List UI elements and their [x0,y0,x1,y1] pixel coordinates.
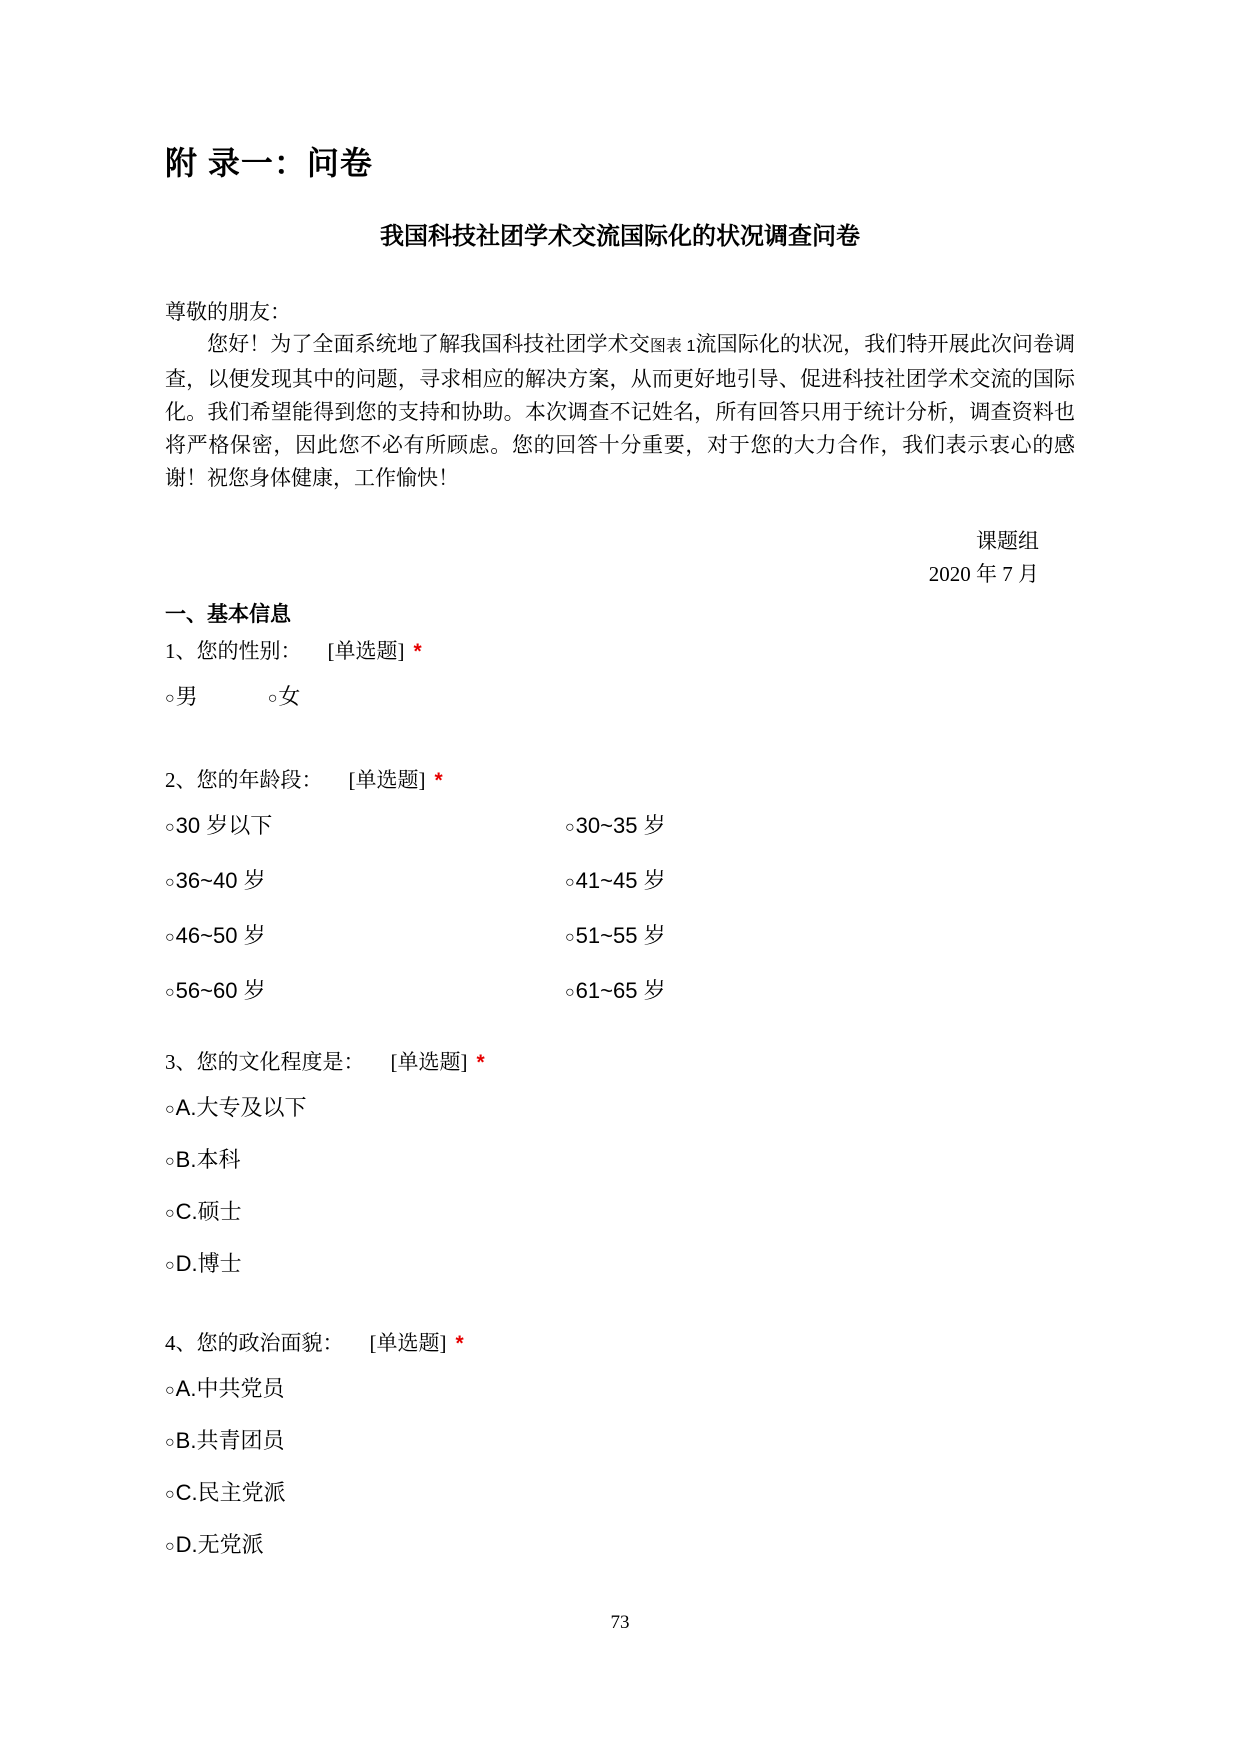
intro-text-after: 流国际化的状况，我们特开展此次问卷调查，以便发现其中的问题，寻求相应的解决方案，从而更好地引导、促进科技社团学术交流的国际化。我们希望能得到您的支持和协助。本次调查不记姓名，所有回答只用于统计分析，调查资料也将严格保密，因此您不必有所顾虑。您的回答十分重要，对于您的大力合作，我们表示衷心的感谢！祝您身体健康，工作愉快！ [165,333,1075,490]
radio-option [165,811,565,843]
salutation: 尊敬的朋友： [165,301,291,324]
question-text: 您的年龄段： [196,768,323,792]
radio-circle-icon[interactable]: ○ [565,929,575,946]
required-asterisk: * [455,1332,464,1355]
radio-circle-icon[interactable]: ○ [165,1257,175,1274]
radio-option [165,866,565,898]
radio-circle-icon[interactable]: ○ [165,690,175,707]
option-label: 56~60 岁 [175,978,266,1003]
radio-circle-icon[interactable]: ○ [565,874,575,891]
question-type-tag: [单选题] [390,1050,468,1074]
intro-paragraph [165,328,1075,495]
signature-group: 课题组 [976,529,1039,553]
questionnaire-title: 我国科技社团学术交流国际化的状况调查问卷 [380,223,860,250]
radio-circle-icon[interactable]: ○ [165,1538,175,1555]
question-number: 4、 [165,1331,197,1355]
option-label: 61~65 岁 [575,978,666,1003]
option-label: 男 [175,684,198,709]
question-text: 您的性别： [196,639,302,663]
required-asterisk: * [413,640,422,663]
question-number: 3、 [165,1050,197,1074]
option-label: 36~40 岁 [175,868,266,893]
radio-option [565,921,1075,953]
options-group [165,1374,1075,1562]
question-number: 1、 [165,639,197,663]
option-label: A.中共党员 [175,1376,285,1401]
radio-circle-icon[interactable]: ○ [165,819,175,836]
option-label: A.大专及以下 [175,1095,307,1120]
option-label: 30 岁以下 [175,813,273,838]
radio-circle-icon[interactable]: ○ [565,819,575,836]
radio-circle-icon[interactable]: ○ [165,1205,175,1222]
required-asterisk: * [476,1051,485,1074]
radio-circle-icon[interactable]: ○ [165,1486,175,1503]
option-label: C.硕士 [175,1199,242,1224]
page-number: 73 [610,1612,630,1633]
radio-circle-icon[interactable]: ○ [165,984,175,1001]
radio-circle-icon[interactable]: ○ [165,1434,175,1451]
question-gender [165,637,1075,714]
options-group [165,1093,1075,1281]
question-type-tag: [单选题] [327,639,405,663]
question-type-tag: [单选题] [369,1331,447,1355]
radio-option [165,1374,1075,1406]
radio-option [165,1093,1075,1125]
radio-option [165,976,565,1008]
question-label [165,1329,1075,1358]
question-age [165,766,1075,1008]
option-label: 女 [278,684,301,709]
figure-reference: 图表 1 [649,338,696,355]
options-group [165,682,1075,714]
options-group [165,811,1075,1008]
question-number: 2、 [165,768,197,792]
radio-option [165,1478,1075,1510]
radio-option [165,682,198,714]
radio-option [565,976,1075,1008]
option-label: 51~55 岁 [575,923,666,948]
option-label: C.民主党派 [175,1480,286,1505]
radio-option [165,1426,1075,1458]
option-label: D.博士 [175,1251,242,1276]
radio-option [268,682,301,714]
option-label: D.无党派 [175,1532,264,1557]
signature-date: 2020 年 7 月 [928,562,1039,586]
radio-circle-icon[interactable]: ○ [165,874,175,891]
radio-option [565,811,1075,843]
question-education [165,1048,1075,1281]
radio-option [165,1145,1075,1177]
radio-circle-icon[interactable]: ○ [267,690,278,707]
radio-option [165,921,565,953]
radio-option [565,866,1075,898]
section-title-basic-info: 一、基本信息 [165,603,291,626]
radio-option [165,1249,1075,1281]
radio-circle-icon[interactable]: ○ [165,1153,175,1170]
option-label: B.共青团员 [175,1428,285,1453]
radio-option [165,1197,1075,1229]
radio-circle-icon[interactable]: ○ [165,1101,175,1118]
required-asterisk: * [434,769,443,792]
question-political-status [165,1329,1075,1562]
option-label: 41~45 岁 [575,868,666,893]
question-text: 您的文化程度是： [196,1050,365,1074]
question-text: 您的政治面貌： [196,1331,344,1355]
option-label: 30~35 岁 [575,813,666,838]
question-label [165,637,1075,666]
option-label: 46~50 岁 [175,923,266,948]
question-label [165,766,1075,795]
intro-text-before: 您好！为了全面系统地了解我国科技社团学术交 [207,333,650,356]
radio-circle-icon[interactable]: ○ [565,984,575,1001]
signature-block [165,525,1075,591]
appendix-title: 附 录一：问卷 [165,145,373,181]
option-label: B.本科 [175,1147,241,1172]
question-label [165,1048,1075,1077]
radio-circle-icon[interactable]: ○ [165,929,175,946]
question-type-tag: [单选题] [348,768,426,792]
radio-option [165,1530,1075,1562]
radio-circle-icon[interactable]: ○ [165,1382,175,1399]
